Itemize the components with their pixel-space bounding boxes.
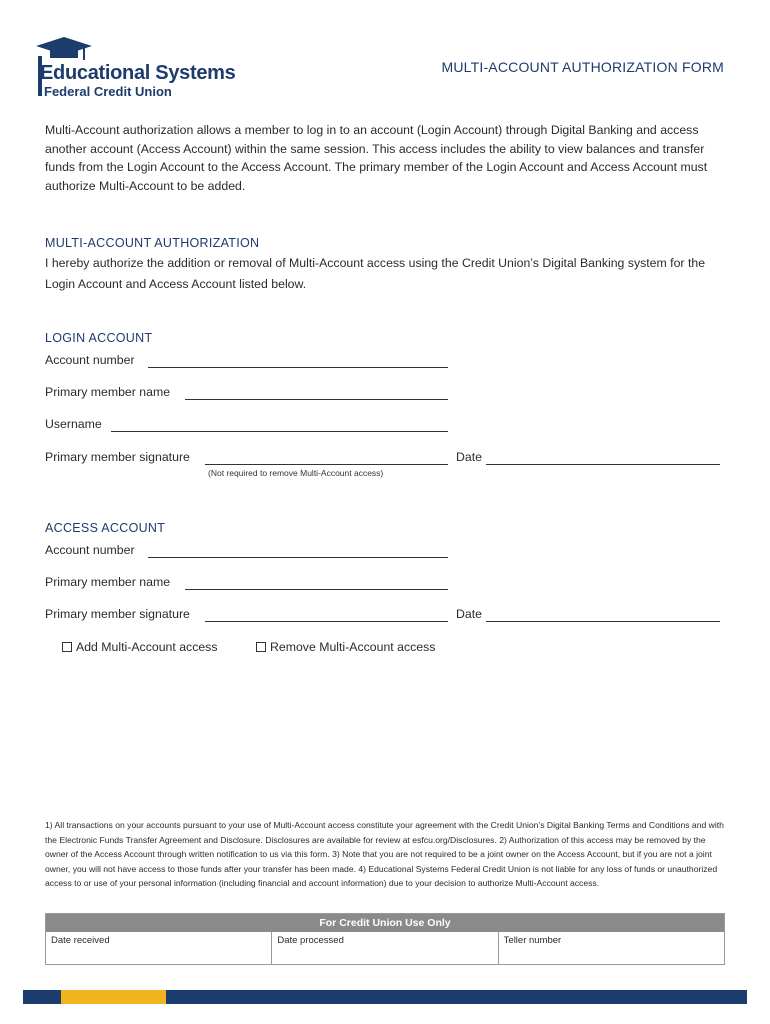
access-primary-member-name-field[interactable] — [185, 589, 448, 590]
authorization-heading: MULTI-ACCOUNT AUTHORIZATION — [45, 236, 260, 250]
login-primary-member-name-label: Primary member name — [45, 385, 171, 399]
add-access-option[interactable] — [62, 640, 217, 654]
add-access-label: Add Multi-Account access — [76, 640, 218, 654]
login-username-label: Username — [45, 417, 102, 431]
access-date-field[interactable] — [486, 621, 720, 622]
login-date-field[interactable] — [486, 464, 720, 465]
login-date-label: Date — [456, 450, 482, 464]
access-account-number-field[interactable] — [148, 557, 448, 558]
access-account-heading: ACCESS ACCOUNT — [45, 521, 166, 535]
footer-bar-navy-left — [23, 990, 61, 1004]
footer-bar-navy-right — [166, 990, 747, 1004]
login-account-number-label: Account number — [45, 353, 135, 367]
form-title: MULTI-ACCOUNT AUTHORIZATION FORM — [441, 59, 724, 75]
date-received-cell[interactable]: Date received — [46, 932, 272, 965]
login-signature-label: Primary member signature — [45, 450, 190, 464]
access-signature-field[interactable] — [205, 621, 448, 622]
login-signature-field[interactable] — [205, 464, 448, 465]
access-primary-member-name-label: Primary member name — [45, 575, 171, 589]
access-account-number-label: Account number — [45, 543, 135, 557]
intro-paragraph: Multi-Account authorization allows a member to log in to an account (Login Account) through Digital Banking and access another account (Access Account) within the same session. This access includes the ability to view balances and transfer funds from the Login Account to the Access Account. The primary member of the Login Account and Access Account must authorize Multi-Account to be added. — [45, 123, 708, 193]
date-processed-cell[interactable]: Date processed — [272, 932, 498, 965]
login-account-number-field[interactable] — [148, 367, 448, 368]
credit-union-use-heading: For Credit Union Use Only — [46, 914, 724, 932]
credit-union-use-table — [45, 913, 725, 965]
login-primary-member-name-field[interactable] — [185, 399, 448, 400]
remove-access-option[interactable] — [256, 640, 435, 654]
teller-number-cell[interactable]: Teller number — [503, 935, 562, 946]
signature-note: (Not required to remove Multi-Account access) — [208, 468, 384, 478]
credit-union-logo — [34, 36, 234, 102]
access-date-label: Date — [456, 607, 482, 621]
logo-name: Educational Systems — [40, 62, 236, 84]
footer-bar-gold — [61, 990, 166, 1004]
credit-union-use-row — [46, 932, 724, 965]
authorization-text: I hereby authorize the addition or removal of Multi-Account access using the Credit Union’s Digital Banking system for the Login Account and Access Account listed below. — [45, 256, 706, 291]
remove-access-label: Remove Multi-Account access — [270, 640, 436, 654]
access-signature-label: Primary member signature — [45, 607, 190, 621]
login-username-field[interactable] — [111, 431, 448, 432]
disclaimer-text: 1) All transactions on your accounts pursuant to your use of Multi-Account access constitute your agreement with the Credit Union’s Digital Banking Terms and Conditions and with the Electronic Funds Transfer Agreement and Disclosure. Disclosures are available for review at esfcu.org/Disclosures. 2) Authorization of this access may be removed by the owner of the Access Account through written notification to us via this form. 3) Note that you are not required to be a joint owner on the Access Account, but if you are not a joint owner, you will not have access to those funds after your transfer has been made. 4) Educational Systems Federal Credit Union is not liable for any loss of funds or unauthorized access to or use of your personal information (including financial and account information) due to your decision to authorize Multi-Account access. — [45, 820, 724, 889]
remove-access-checkbox[interactable] — [256, 642, 266, 652]
login-account-heading: LOGIN ACCOUNT — [45, 331, 153, 345]
logo-subname: Federal Credit Union — [44, 84, 172, 99]
add-access-checkbox[interactable] — [62, 642, 72, 652]
